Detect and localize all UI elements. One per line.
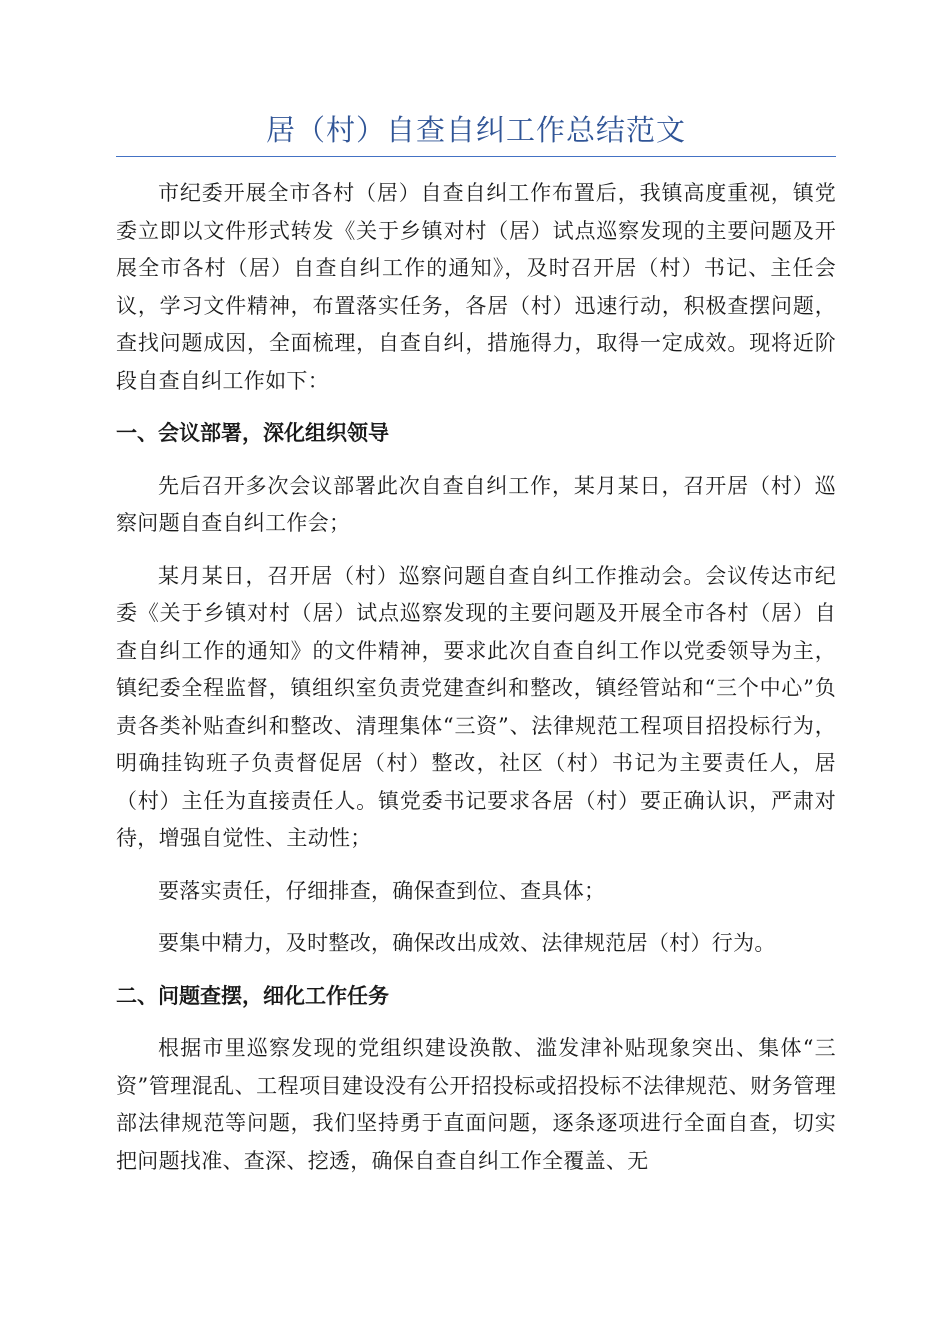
title-underline — [116, 156, 836, 157]
section2-paragraph-1: 根据市里巡察发现的党组织建设涣散、滥发津补贴现象突出、集体“三资”管理混乱、工程项目建设没有公开招投标或招投标不法律规范、财务管理部法律规范等问题，我们坚持勇于直面问题，逐条逐项进行全面自查，切实把问题找准、查深、挖透，确保自查自纠工作全覆盖、无 — [116, 1036, 836, 1173]
section-heading-1: 一、会议部署，深化组织领导 — [116, 421, 389, 445]
section1-paragraph-1: 先后召开多次会议部署此次自查自纠工作，某月某日，召开居（村）巡察问题自查自纠工作会； — [116, 473, 836, 535]
section1-paragraph-3: 要落实责任，仔细排查，确保查到位、查具体； — [158, 878, 606, 903]
section1-paragraph-4: 要集中精力，及时整改，确保改出成效、法律规范居（村）行为。 — [158, 931, 776, 955]
document-title: 居（村）自查自纠工作总结范文 — [265, 113, 686, 147]
section1-paragraph-2: 某月某日，召开居（村）巡察问题自查自纠工作推动会。会议传达市纪委《关于乡镇对村（居）试点巡察发现的主要问题及开展全市各村（居）自查自纠工作的通知》的文件精神，要求此次自查自纠工作以党委领导为主，镇纪委全程监督，镇组织室负责党建查纠和整改，镇经管站和“三个中心”负责各类补贴查纠和整改、清理集体“三资”、法律规范工程项目招投标行为，明确挂钩班子负责督促居（村）整改，社区（村）书记为主要责任人，居（村）主任为直接责任人。镇党委书记要求各居（村）要正确认识，严肃对待，增强自觉性、主动性； — [116, 563, 836, 850]
section-heading-2: 二、问题查摆，细化工作任务 — [116, 983, 389, 1008]
intro-paragraph: 市纪委开展全市各村（居）自查自纠工作布置后，我镇高度重视，镇党委立即以文件形式转发《关于乡镇对村（居）试点巡察发现的主要问题及开展全市各村（居）自查自纠工作的通知》，及时召开居（村）书记、主任会议，学习文件精神，布置落实任务，各居（村）迅速行动，积极查摆问题，查找问题成因，全面梳理，自查自纠，措施得力，取得一定成效。现将近阶段自查自纠工作如下： — [116, 181, 836, 393]
document-page — [116, 110, 836, 1195]
